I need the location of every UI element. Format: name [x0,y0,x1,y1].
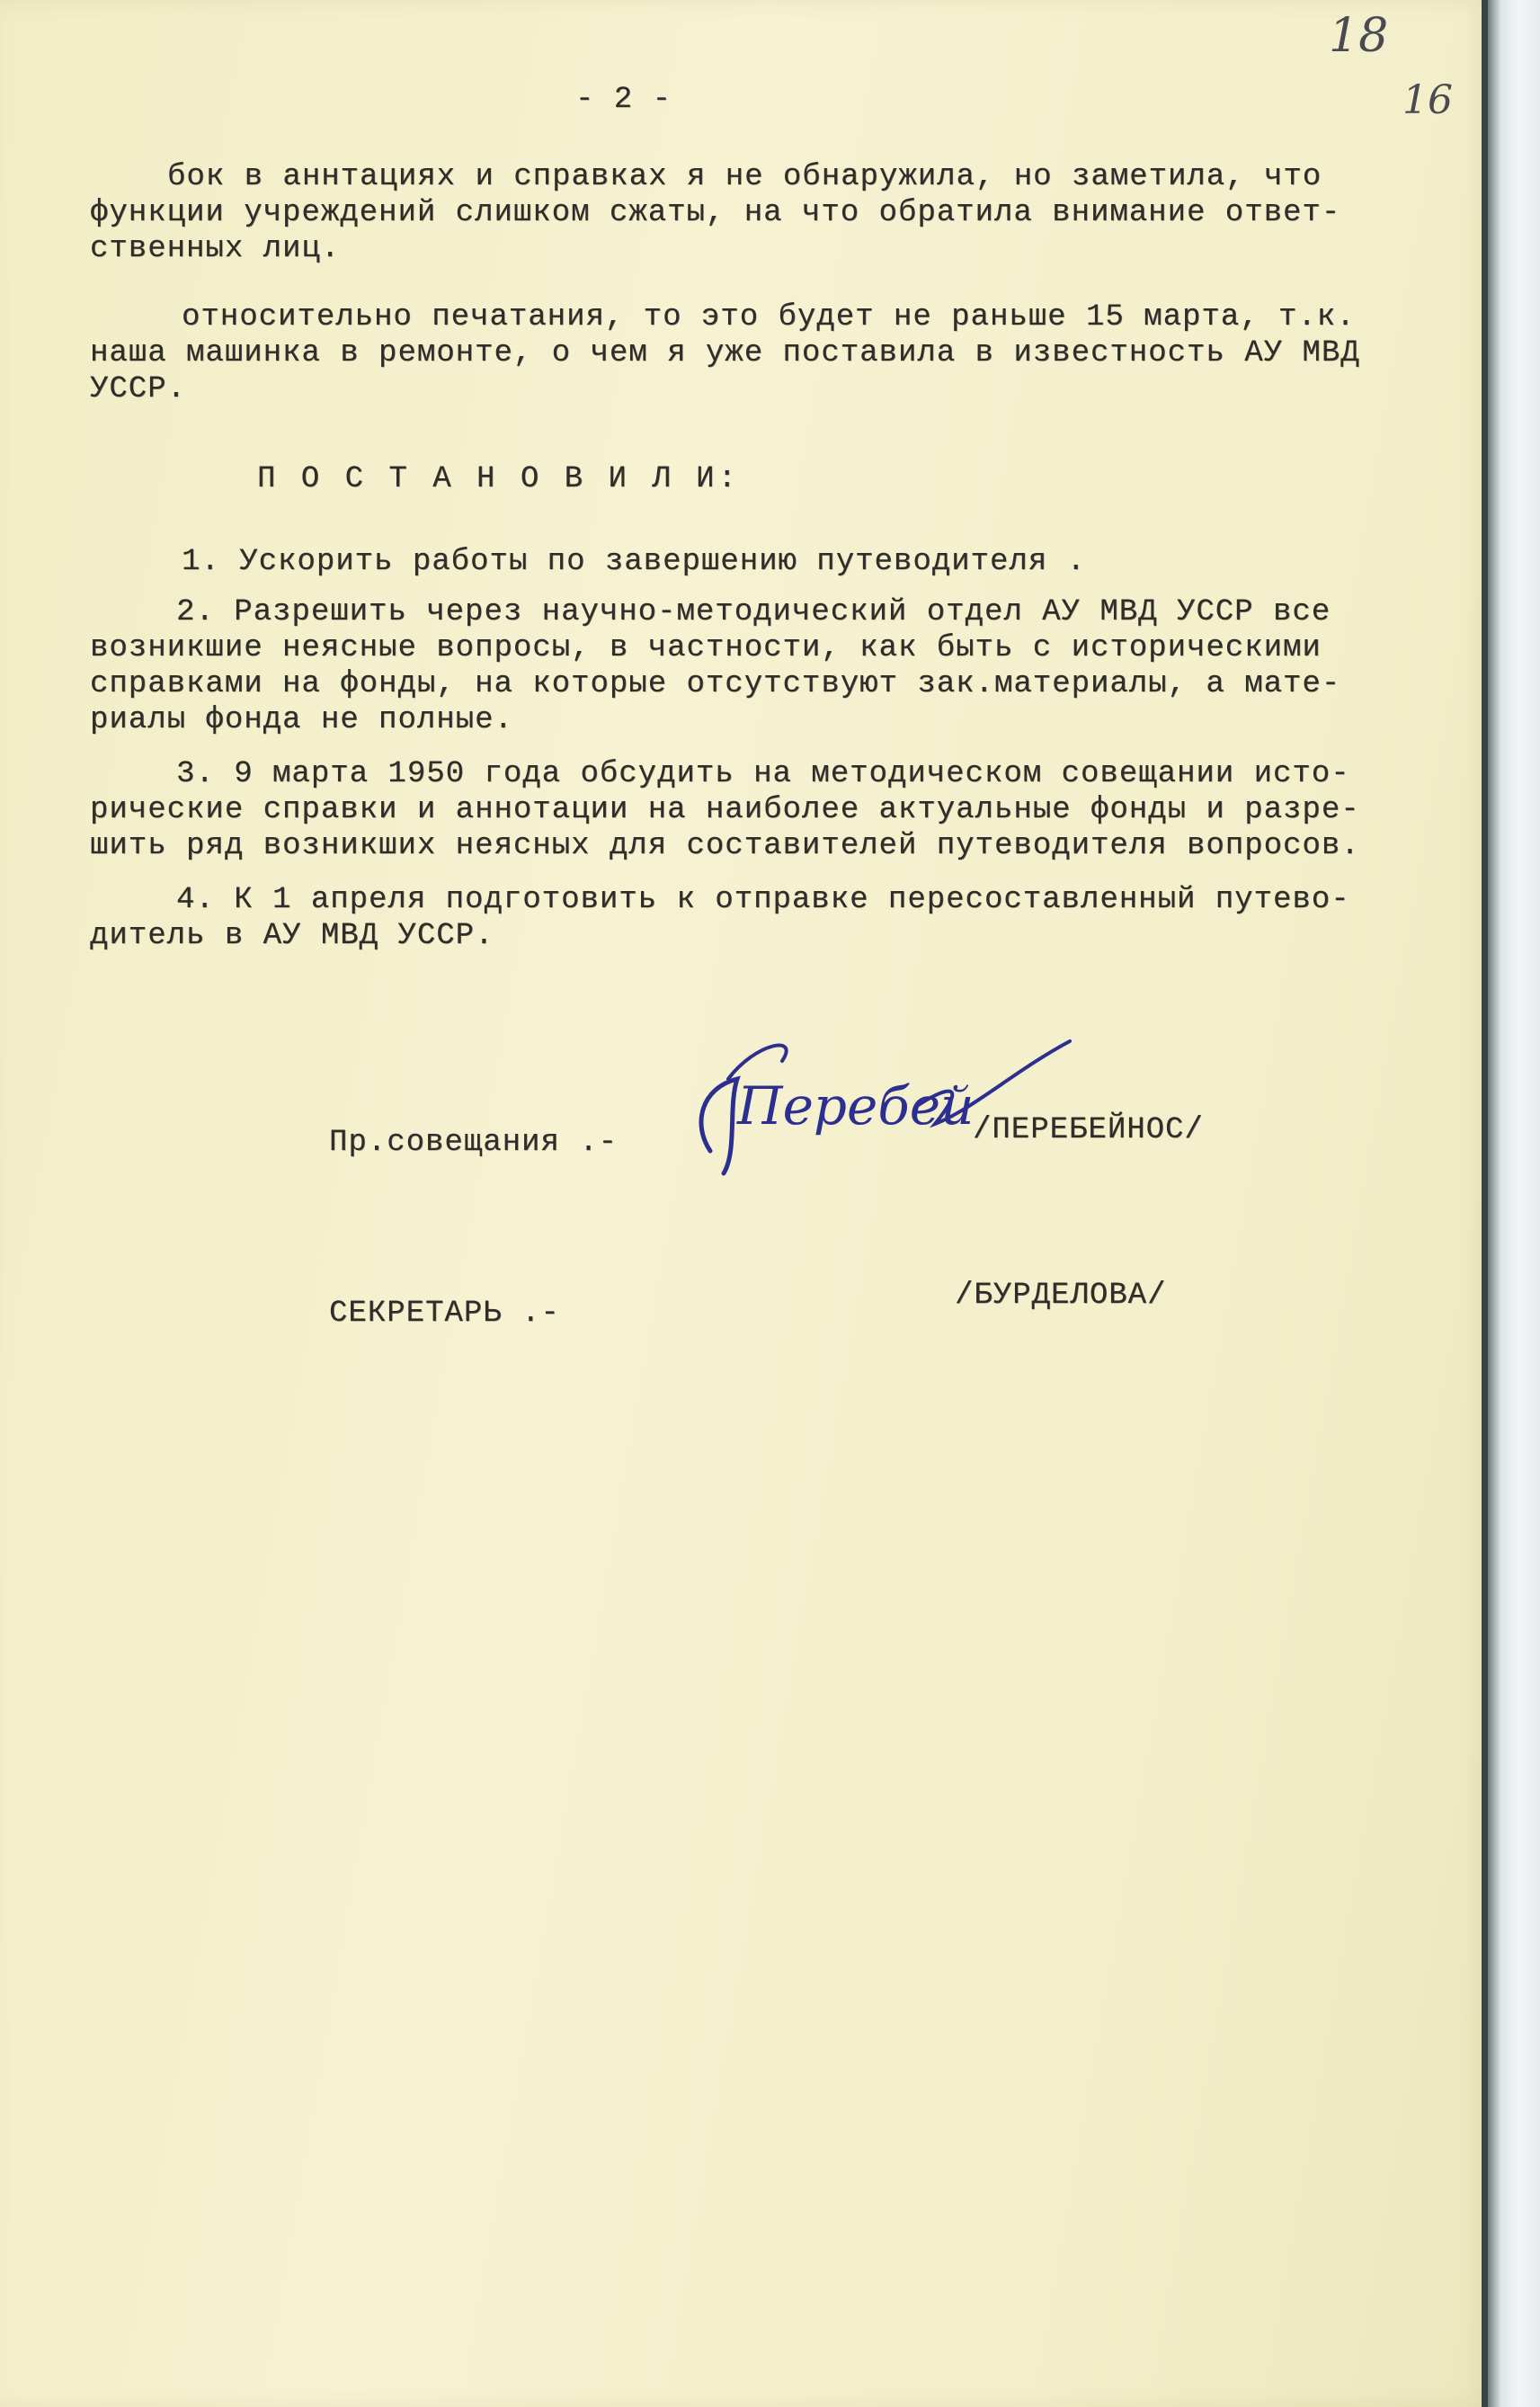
secretary-name: /БУРДЕЛОВА/ [955,1279,1167,1313]
intro-line: функции учреждений слишком сжаты, на что обратила внимание ответ- [90,196,1341,230]
printing-note-line: относительно печатания, то это будет не раньше 15 марта, т.к. [182,300,1356,334]
resolution-line: 3. 9 марта 1950 года обсудить на методическом совещании исто- [176,757,1350,791]
folio-number-primary: 18 [1329,9,1389,63]
intro-line: ственных лиц. [90,232,341,266]
scanner-background [1488,0,1540,2407]
resolution-line: 4. К 1 апреля подготовить к отправке пересоставленный путево- [176,883,1350,917]
page-number: - 2 - [575,83,672,117]
printing-note-line: наша машинка в ремонте, о чем я уже поставила в известность АУ МВД [90,336,1360,370]
intro-line: бок в аннтациях и справках я не обнаружила, но заметила, что [167,160,1322,194]
folio-number-secondary: 16 [1402,77,1453,123]
chair-name: /ПЕРЕБЕЙНОС/ [973,1113,1204,1147]
resolution-line: рические справки и аннотации на наиболее актуальные фонды и разре- [90,793,1360,827]
signature-text: Перебей [737,1075,975,1137]
resolution-line: дитель в АУ МВД УССР. [90,919,494,953]
secretary-label: СЕКРЕТАРЬ .- [329,1297,560,1331]
resolution-heading: П О С Т А Н О В И Л И: [257,462,740,496]
resolution-line: 1. Ускорить работы по завершению путеводителя . [182,545,1086,579]
resolution-line: риалы фонда не полные. [90,703,513,737]
resolution-line: справками на фонды, на которые отсутствуют зак.материалы, а мате- [90,667,1341,701]
resolution-line: 2. Разрешить через научно-методический отдел АУ МВД УССР все [176,595,1331,629]
chair-label: Пр.совещания .- [329,1126,619,1160]
chair-handwritten-signature [674,1025,1088,1196]
resolution-line: шить ряд возникших неясных для составителей путеводителя вопросов. [90,829,1360,863]
printing-note-line: УССР. [90,372,187,406]
resolution-line: возникшие неясные вопросы, в частности, как быть с историческими [90,631,1322,665]
